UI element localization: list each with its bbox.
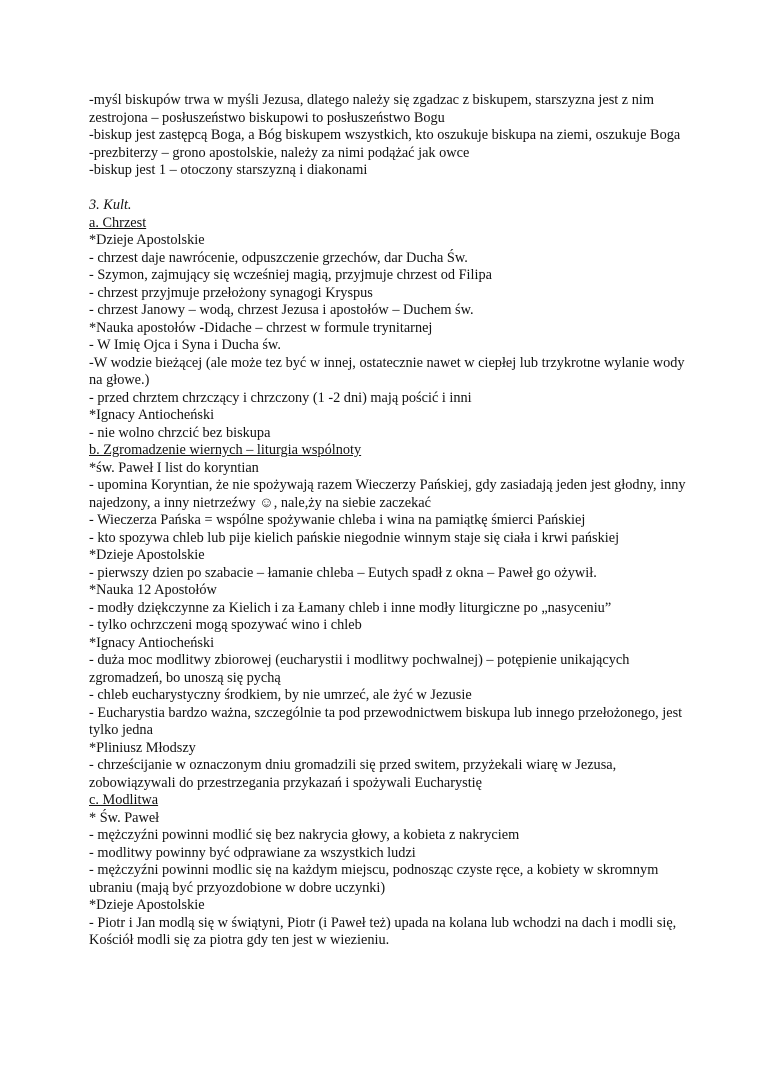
text-line: - chrzest Janowy – wodą, chrzest Jezusa i apostołów – Duchem św.: [89, 302, 474, 318]
text-line: - chleb eucharystyczny środkiem, by nie umrzeć, ale żyć w Jezusie: [89, 687, 472, 703]
section-heading: 3. Kult.: [89, 197, 132, 213]
text-line: - chrzest daje nawrócenie, odpuszczenie grzechów, dar Ducha Św.: [89, 249, 468, 266]
text-line: - modły dziękczynne za Kielich i za Łamany chleb i inne modły liturgiczne po „nasyceniu”: [89, 599, 612, 616]
text-line: - tylko ochrzczeni mogą spozywać wino i chleb: [89, 617, 362, 633]
subsection-baptism: [89, 215, 689, 443]
text-line: *Ignacy Antiocheński: [89, 634, 215, 651]
text-line: - chrześcijanie w oznaczonym dniu gromadzili się przed switem, przyżekali wiarę w Jezusa, zobowiązywali do przestrzegania przykazań i spożywali Eucharystię: [89, 757, 617, 791]
text-line: *Pliniusz Młodszy: [89, 739, 196, 756]
text-line: - Piotr i Jan modlą się w świątyni, Piotr (i Paweł też) upada na kolana lub wchodzi na dach i modli się, Kościół modli się za piotra gdy ten jest w wiezieniu.: [89, 914, 677, 948]
subsection-liturgy: [89, 442, 689, 792]
text-line: *Dzieje Apostolskie: [89, 232, 205, 248]
text-line: - nie wolno chrzcić bez biskupa: [89, 424, 271, 441]
text-line: - Wieczerza Pańska = wspólne spożywanie chleba i wina na pamiątkę śmierci Pańskiej: [89, 512, 586, 528]
blank-line: [89, 180, 689, 198]
text-line: - kto spozywa chleb lub pije kielich pańskie niegodnie winnym staje się ciała i krwi pańskiej: [89, 529, 620, 546]
text-line: - modlitwy powinny być odprawiane za wszystkich ludzi: [89, 844, 416, 861]
text-line: -myśl biskupów trwa w myśli Jezusa, dlatego należy się zgadzac z biskupem, starszyzna jest z nim zestrojona – posłuszeństwo biskupowi to posłuszeństwo Bogu: [89, 92, 654, 126]
text-line: -biskup jest 1 – otoczony starszyzną i diakonami: [89, 162, 368, 178]
text-line: - chrzest przyjmuje przełożony synagogi Kryspus: [89, 284, 373, 301]
document-page: [89, 92, 689, 950]
text-line: - Szymon, zajmujący się wcześniej magią, przyjmuje chrzest od Filipa: [89, 267, 492, 283]
subsection-heading: a. Chrzest: [89, 214, 147, 231]
text-line: *Dzieje Apostolskie: [89, 547, 205, 563]
text-line: - mężczyźni powinni modlić się bez nakrycia głowy, a kobieta z nakryciem: [89, 827, 520, 843]
text-line: *Nauka 12 Apostołów: [89, 582, 217, 598]
text-line: -biskup jest zastępcą Boga, a Bóg biskupem wszystkich, kto oszukuje biskupa na ziemi, oszukuje Boga: [89, 127, 681, 143]
text-line: - upomina Koryntian, że nie spożywają razem Wieczerzy Pańskiej, gdy zasiadają jeden jest głodny, inny najedzony, a inny nietrzeźwy ☺, nale,ży na siebie zaczekać: [89, 477, 686, 511]
text-line: *Dzieje Apostolskie: [89, 897, 205, 913]
text-line: *św. Paweł I list do koryntian: [89, 459, 259, 476]
text-line: *Nauka apostołów -Didache – chrzest w formule trynitarnej: [89, 319, 433, 336]
text-line: -W wodzie bieżącej (ale może tez być w innej, ostatecznie nawet w ciepłej lub trzykrotne wylanie wody na głowe.): [89, 354, 685, 388]
text-line: - Eucharystia bardzo ważna, szczególnie ta pod przewodnictwem biskupa lub innego przełożonego, jest tylko jedna: [89, 704, 683, 738]
text-line: -prezbiterzy – grono apostolskie, należy za nimi podążać jak owce: [89, 144, 470, 161]
subsection-heading: b. Zgromadzenie wiernych – liturgia wspólnoty: [89, 442, 362, 458]
text-line: * Św. Paweł: [89, 809, 160, 826]
text-line: - pierwszy dzien po szabacie – łamanie chleba – Eutych spadł z okna – Paweł go ożywił.: [89, 564, 597, 581]
text-line: *Ignacy Antiocheński: [89, 407, 215, 423]
text-line: - przed chrztem chrzczący i chrzczony (1 -2 dni) mają pościć i inni: [89, 389, 472, 406]
subsection-prayer: [89, 792, 689, 950]
text-line: - mężczyźni powinni modlic się na każdym miejscu, podnosząc czyste ręce, a kobiety w skromnym ubraniu (mają być przyozdobione w dobre uczynki): [89, 862, 659, 896]
text-line: - W Imię Ojca i Syna i Ducha św.: [89, 337, 281, 353]
intro-block: [89, 92, 689, 180]
text-line: - duża moc modlitwy zbiorowej (eucharystii i modlitwy pochwalnej) – potępienie unikających zgromadzeń, bo unoszą się pychą: [89, 652, 630, 686]
subsection-heading: c. Modlitwa: [89, 792, 159, 808]
